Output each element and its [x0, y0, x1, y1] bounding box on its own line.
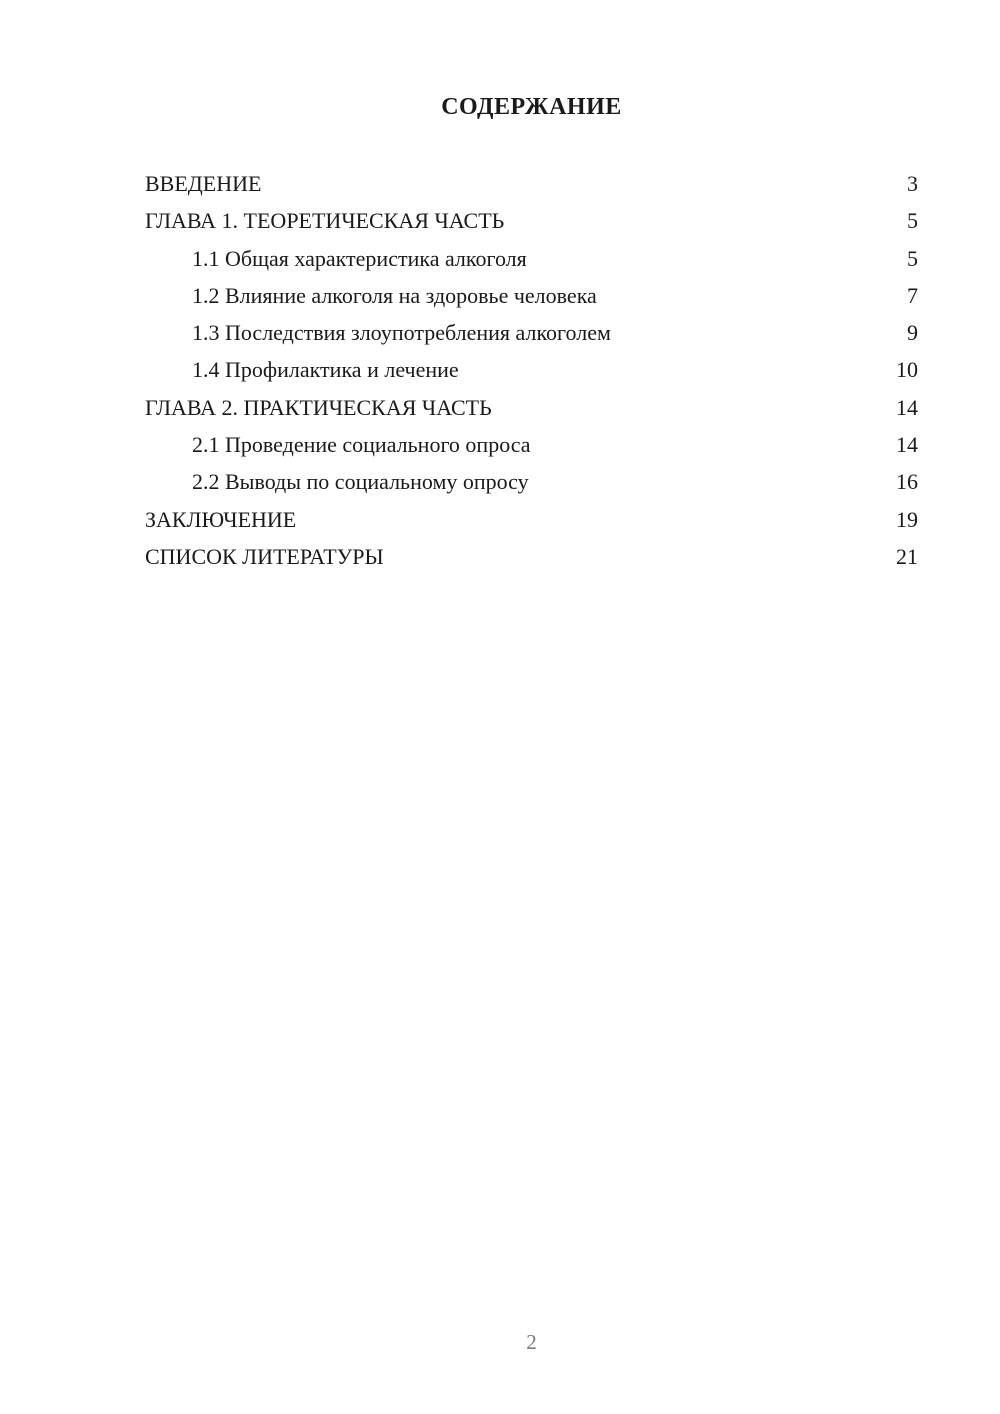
toc-entry-page: 19: [896, 506, 918, 532]
toc-entry-page: 14: [896, 394, 918, 420]
toc-entry-page: 5: [907, 245, 918, 271]
table-of-contents: [145, 165, 918, 575]
page-content: [145, 0, 918, 575]
toc-entry: [145, 202, 918, 239]
toc-entry: [145, 389, 918, 426]
toc-entry-label: ВВЕДЕНИЕ: [145, 171, 262, 196]
toc-entry-label: ГЛАВА 1. ТЕОРЕТИЧЕСКАЯ ЧАСТЬ: [145, 208, 505, 234]
toc-entry-page: 14: [896, 432, 918, 458]
footer-page-number: 2: [526, 1330, 537, 1354]
toc-entry-label: 2.1 Проведение социального опроса: [192, 432, 531, 458]
toc-entry-page: 9: [907, 320, 918, 346]
toc-entry-label: 1.1 Общая характеристика алкоголя: [192, 245, 527, 271]
toc-entry: [145, 501, 918, 538]
toc-entry-page: 21: [896, 543, 918, 569]
toc-entry-page: 3: [907, 171, 918, 196]
toc-entry: [145, 165, 918, 202]
toc-entry-page: 16: [896, 469, 918, 495]
toc-entry: [145, 314, 918, 351]
toc-entry: [145, 351, 918, 388]
toc-entry-page: 10: [896, 357, 918, 383]
toc-entry: [145, 426, 918, 463]
toc-entry: [145, 240, 918, 277]
toc-entry-label: 1.3 Последствия злоупотребления алкоголем: [192, 320, 611, 346]
toc-entry-label: СПИСОК ЛИТЕРАТУРЫ: [145, 543, 384, 569]
toc-entry-label: ЗАКЛЮЧЕНИЕ: [145, 506, 297, 532]
toc-entry: [145, 463, 918, 500]
toc-entry: [145, 538, 918, 575]
toc-entry-label: 1.4 Профилактика и лечение: [192, 357, 459, 383]
toc-entry: [145, 277, 918, 314]
toc-entry-label: 2.2 Выводы по социальному опросу: [192, 469, 529, 495]
toc-entry-label: 1.2 Влияние алкоголя на здоровье человека: [192, 282, 597, 308]
toc-entry-label: ГЛАВА 2. ПРАКТИЧЕСКАЯ ЧАСТЬ: [145, 394, 492, 420]
toc-entry-page: 7: [907, 282, 918, 308]
page-title: СОДЕРЖАНИЕ: [441, 94, 622, 120]
toc-entry-page: 5: [907, 208, 918, 234]
